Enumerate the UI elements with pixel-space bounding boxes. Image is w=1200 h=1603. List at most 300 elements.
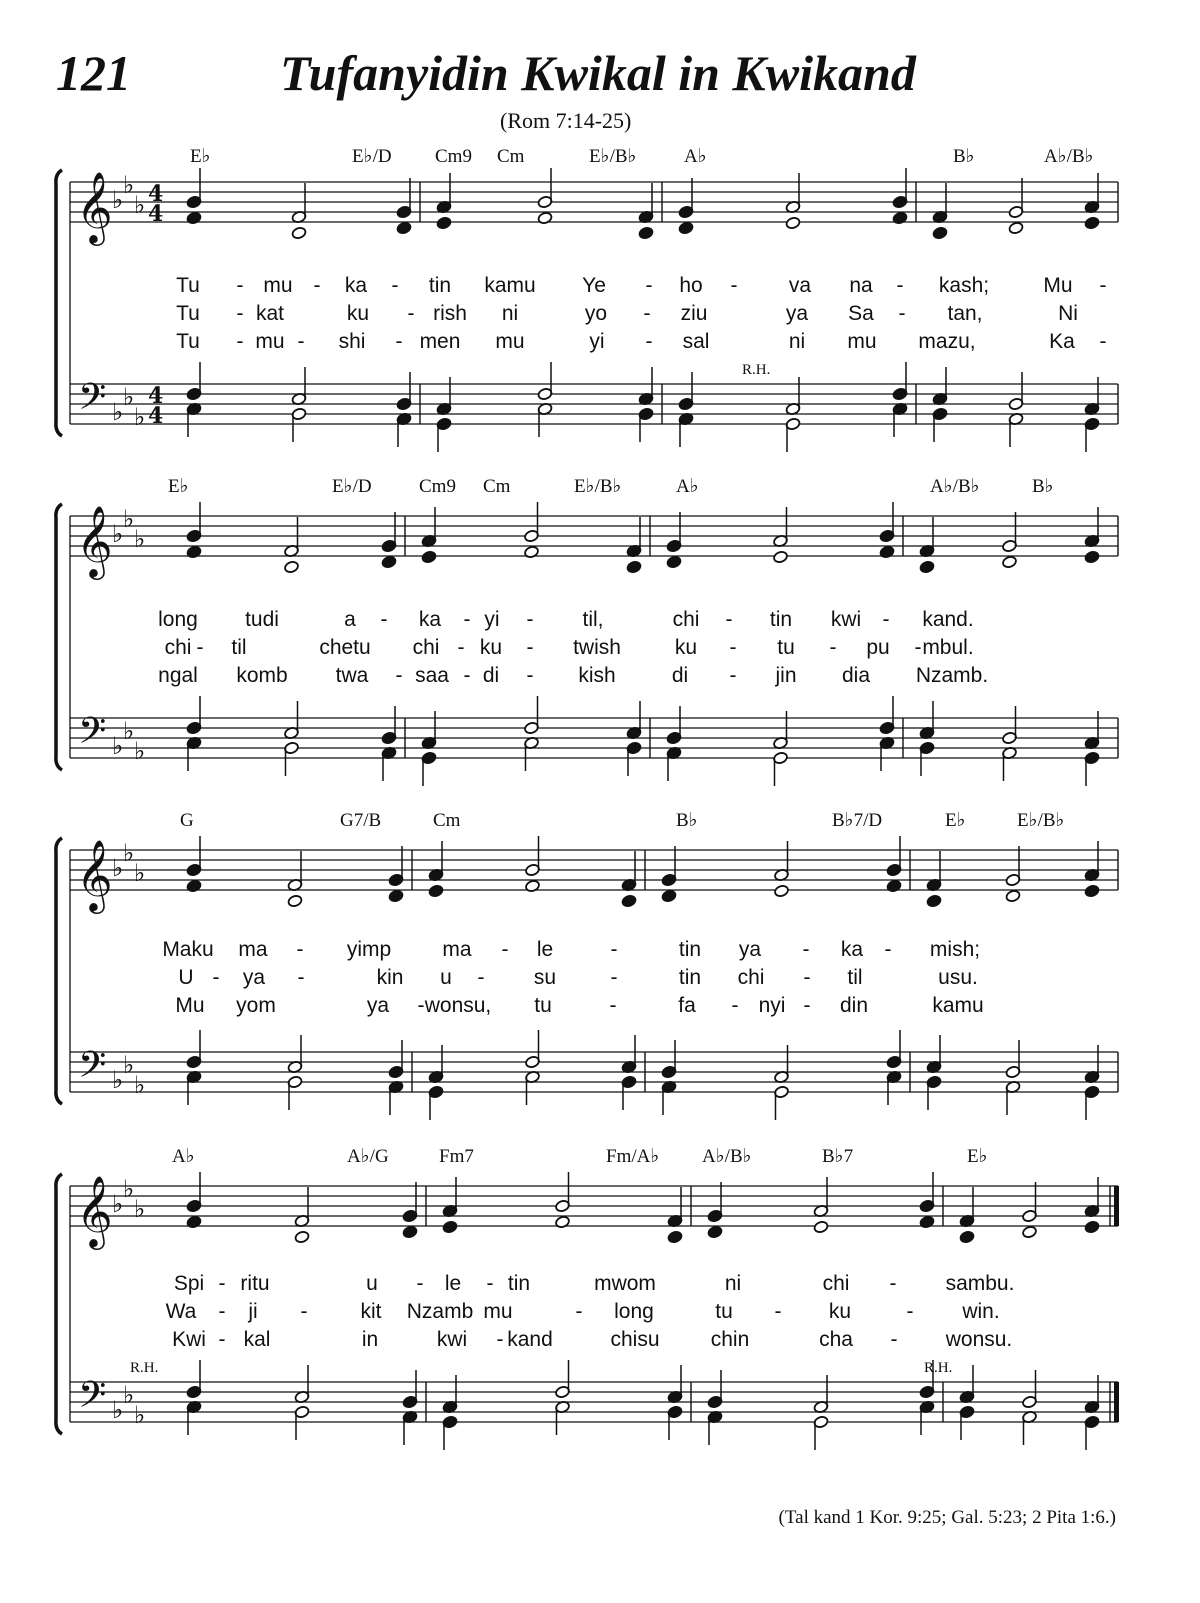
lyric-syllable: Spi	[173, 1272, 205, 1295]
lyric-syllable: shi	[338, 330, 366, 353]
note-head	[926, 894, 942, 908]
note-head	[287, 894, 303, 908]
chord-symbol: B♭	[1032, 476, 1054, 497]
note-head	[1084, 216, 1100, 230]
score-system	[56, 1146, 1119, 1434]
note-head	[388, 889, 404, 903]
lyric-syllable: -	[803, 966, 811, 989]
flat-icon: ♭	[112, 854, 124, 882]
note-head	[186, 211, 202, 225]
lyric-syllable: rish	[433, 302, 467, 325]
lyric-syllable: tan,	[947, 302, 983, 325]
lyric-syllable: Ni	[1058, 302, 1078, 325]
lyric-syllable: -	[774, 1300, 782, 1323]
note-head	[421, 550, 437, 564]
lyric-syllable: wonsu,	[424, 994, 492, 1017]
lyric-syllable: men	[419, 330, 461, 353]
lyric-syllable: tu	[715, 1300, 733, 1323]
lyric-syllable: tin	[769, 608, 793, 631]
lyric-syllable: komb	[236, 664, 288, 687]
lyric-syllable: -	[610, 966, 618, 989]
time-signature-top: 4	[148, 383, 164, 409]
flat-icon: ♭	[134, 1195, 146, 1223]
lyric-syllable: -	[297, 966, 305, 989]
chord-symbol: G	[180, 810, 194, 831]
note-head	[1084, 884, 1100, 898]
lyric-syllable: usu.	[938, 966, 978, 989]
chord-symbol: Cm	[433, 810, 461, 831]
lyric-syllable: Mu	[175, 994, 205, 1017]
bass-clef-icon: 𝄢	[78, 710, 107, 761]
lyric-syllable: ziu	[680, 302, 708, 325]
flat-icon: ♭	[123, 1051, 135, 1079]
lyric-syllable: a	[344, 608, 356, 631]
lyric-syllable: ya	[785, 302, 809, 325]
note-head	[402, 1225, 418, 1239]
bass-staff	[70, 696, 1118, 786]
lyric-syllable: tin	[678, 938, 702, 961]
chord-symbol: A♭/B♭	[930, 476, 980, 497]
lyric-syllable: -	[416, 1272, 424, 1295]
lyric-syllable: -	[391, 274, 399, 297]
lyric-syllable: Tu	[176, 302, 200, 325]
flat-icon: ♭	[123, 839, 135, 867]
lyric-syllable: til	[231, 636, 247, 659]
flat-icon: ♭	[123, 505, 135, 533]
score-system	[56, 810, 1118, 1104]
chord-symbol: Cm	[483, 476, 511, 497]
lyric-syllable: -	[313, 274, 321, 297]
lyric-syllable: Ka	[1049, 330, 1075, 353]
lyric-syllable: ku	[828, 1300, 852, 1323]
chord-symbol: G7/B	[340, 810, 382, 831]
lyric-syllable: -	[395, 330, 403, 353]
flat-icon: ♭	[134, 1071, 146, 1099]
lyric-syllable: -	[890, 1328, 898, 1351]
lyric-syllable: Tu	[176, 274, 200, 297]
lyric-syllable: ni	[788, 330, 806, 353]
lyric-syllable: -	[501, 938, 509, 961]
lyric-syllable: Nzamb	[406, 1300, 474, 1323]
lyric-syllable: ku	[479, 636, 503, 659]
lyric-syllable: ngal	[158, 664, 198, 687]
flat-icon: ♭	[134, 525, 146, 553]
lyric-syllable: kand.	[922, 608, 974, 631]
lyric-syllable: ka	[840, 938, 864, 961]
note-head	[813, 1220, 829, 1234]
lyric-syllable: -	[463, 664, 471, 687]
lyric-syllable: saa	[415, 664, 449, 687]
note-head	[1084, 1220, 1100, 1234]
scripture-reference: (Rom 7:14-25)	[500, 108, 632, 133]
lyric-syllable: u	[366, 1272, 378, 1295]
lyric-syllable: yi	[484, 608, 500, 631]
grand-staff-bracket	[56, 170, 62, 436]
grand-staff-bracket	[56, 838, 62, 1104]
lyric-syllable: mu	[263, 274, 293, 297]
lyric-syllable: til	[847, 966, 863, 989]
chord-symbol: Cm9	[419, 476, 456, 497]
note-head	[1005, 889, 1021, 903]
chord-symbol: E♭/B♭	[589, 146, 637, 167]
lyric-syllable: ni	[724, 1272, 742, 1295]
note-head	[381, 555, 397, 569]
chord-symbol: A♭/B♭	[702, 1146, 752, 1167]
flat-icon: ♭	[112, 186, 124, 214]
lyric-syllable: mu	[483, 1300, 513, 1323]
lyric-syllable: -	[645, 274, 653, 297]
chord-symbol: B♭	[953, 146, 975, 167]
lyric-syllable: -	[218, 1328, 226, 1351]
lyric-syllable: mwom	[594, 1272, 656, 1295]
lyric-syllable: tudi	[245, 608, 279, 631]
lyric-syllable: Maku	[162, 938, 214, 961]
lyric-syllable: -	[496, 1328, 504, 1351]
lyric-syllable: mbul.	[922, 636, 974, 659]
chord-symbol: A♭	[676, 476, 699, 497]
lyric-syllable: -	[914, 636, 922, 659]
flat-icon: ♭	[134, 859, 146, 887]
lyric-syllable: -	[802, 938, 810, 961]
lyric-syllable: Ye	[582, 274, 606, 297]
bass-staff	[70, 1030, 1118, 1120]
flat-icon: ♭	[134, 1401, 146, 1429]
lyric-syllable: -	[477, 966, 485, 989]
lyric-syllable: -	[395, 664, 403, 687]
flat-icon: ♭	[123, 1175, 135, 1203]
note-head	[1084, 550, 1100, 564]
chord-symbol: E♭	[168, 476, 189, 497]
lyric-syllable: kat	[255, 302, 285, 325]
note-head	[436, 216, 452, 230]
treble-clef-icon: 𝄞	[76, 504, 113, 577]
lyric-syllable: -	[731, 994, 739, 1017]
treble-staff	[70, 168, 1118, 246]
lyric-syllable: kash;	[938, 274, 990, 297]
note-head	[959, 1230, 975, 1244]
lyric-syllable: -	[575, 1300, 583, 1323]
lyric-syllable: wonsu.	[945, 1328, 1013, 1351]
flat-icon: ♭	[123, 717, 135, 745]
rh-marker: R.H.	[742, 362, 771, 378]
note-head	[774, 884, 790, 898]
treble-clef-icon: 𝄞	[76, 1174, 113, 1247]
lyric-syllable: chetu	[319, 636, 371, 659]
note-head	[525, 879, 541, 893]
lyric-syllable: va	[788, 274, 812, 297]
lyric-syllable: Nzamb.	[915, 664, 989, 687]
note-head	[932, 226, 948, 240]
time-signature-bottom: 4	[148, 201, 164, 227]
flat-icon: ♭	[123, 1381, 135, 1409]
lyric-syllable: Mu	[1043, 274, 1073, 297]
lyric-syllable: su	[533, 966, 557, 989]
footer-references: (Tal kand 1 Kor. 9:25; Gal. 5:23; 2 Pita 1:6.)	[778, 1507, 1116, 1528]
lyric-syllable: -	[730, 274, 738, 297]
lyric-syllable: ma	[442, 938, 472, 961]
lyric-syllable: fa	[678, 994, 696, 1017]
lyric-syllable: pu	[866, 636, 890, 659]
lyric-syllable: -	[725, 608, 733, 631]
time-signature-bottom: 4	[148, 403, 164, 429]
lyric-syllable: Sa	[848, 302, 874, 325]
note-head	[707, 1225, 723, 1239]
chord-symbol: A♭	[684, 146, 707, 167]
note-head	[442, 1220, 458, 1234]
lyric-syllable: di	[482, 664, 500, 687]
note-head	[667, 1230, 683, 1244]
score-system	[56, 476, 1118, 770]
note-head	[428, 884, 444, 898]
note-head	[626, 560, 642, 574]
lyric-syllable: cha	[819, 1328, 853, 1351]
lyric-syllable: -	[889, 1272, 897, 1295]
lyric-syllable: -	[610, 938, 618, 961]
lyric-syllable: kish	[578, 664, 616, 687]
lyric-syllable: -	[218, 1272, 226, 1295]
flat-icon: ♭	[112, 1396, 124, 1424]
lyric-syllable: -	[896, 274, 904, 297]
note-head	[186, 879, 202, 893]
lyric-syllable: yimp	[346, 938, 392, 961]
note-head	[1022, 1225, 1038, 1239]
lyric-syllable: chi	[737, 966, 765, 989]
lyric-syllable: mish;	[929, 938, 981, 961]
lyric-syllable: ya	[366, 994, 390, 1017]
lyric-syllable: Kwi	[172, 1328, 206, 1351]
note-head	[879, 545, 895, 559]
lyric-syllable: -	[236, 274, 244, 297]
lyric-syllable: chisu	[610, 1328, 660, 1351]
lyric-syllable: chi	[822, 1272, 850, 1295]
chord-symbol: E♭/D	[332, 476, 372, 497]
lyric-syllable: -	[803, 994, 811, 1017]
hymn-title: Tufanyidin Kwikal in Kwikand	[280, 45, 916, 101]
lyric-syllable: -	[486, 1272, 494, 1295]
bass-clef-icon: 𝄢	[78, 1374, 107, 1425]
lyric-syllable: -	[906, 1300, 914, 1323]
grand-staff-bracket	[56, 504, 62, 770]
note-head	[661, 889, 677, 903]
lyric-syllable: U	[178, 966, 194, 989]
lyric-syllable: sal	[682, 330, 710, 353]
lyric-syllable: din	[839, 994, 869, 1017]
lyric-syllable: nyi	[758, 994, 786, 1017]
lyric-syllable: -	[643, 302, 651, 325]
lyric-syllable: -	[729, 664, 737, 687]
lyric-syllable: tin	[428, 274, 452, 297]
chord-symbol: B♭7/D	[832, 810, 883, 831]
flat-icon: ♭	[134, 403, 146, 431]
chord-symbol: E♭/B♭	[574, 476, 622, 497]
note-head	[886, 879, 902, 893]
lyric-syllable: di	[671, 664, 689, 687]
lyric-syllable: -	[380, 608, 388, 631]
lyric-syllable: -	[729, 636, 737, 659]
note-head	[1002, 555, 1018, 569]
lyric-syllable: chi	[672, 608, 700, 631]
lyric-syllable: -	[898, 302, 906, 325]
treble-staff	[70, 836, 1118, 914]
note-head	[666, 555, 682, 569]
rh-marker: R.H.	[130, 1360, 159, 1376]
lyric-syllable: mu	[255, 330, 285, 353]
lyric-syllable: kwi	[830, 608, 862, 631]
chord-symbol: E♭	[967, 1146, 988, 1167]
chord-symbol: Cm9	[435, 146, 472, 167]
chord-symbol: A♭	[172, 1146, 195, 1167]
lyric-syllable: ya	[242, 966, 266, 989]
lyric-syllable: win.	[962, 1300, 1000, 1323]
lyric-syllable: -	[609, 994, 617, 1017]
chord-symbol: B♭7	[822, 1146, 854, 1167]
lyric-syllable: -	[645, 330, 653, 353]
lyric-syllable: jin	[775, 664, 797, 687]
note-head	[1008, 221, 1024, 235]
lyric-syllable: yo	[584, 302, 608, 325]
treble-staff	[70, 502, 1118, 580]
chord-symbol: A♭/B♭	[1044, 146, 1094, 167]
note-head	[638, 226, 654, 240]
lyric-syllable: dia	[841, 664, 871, 687]
lyric-syllable: -	[212, 966, 220, 989]
chord-symbol: E♭	[945, 810, 966, 831]
lyric-syllable: -	[417, 994, 425, 1017]
lyric-syllable: le	[536, 938, 554, 961]
lyric-syllable: kal	[243, 1328, 271, 1351]
lyric-syllable: mu	[495, 330, 525, 353]
lyric-syllable: -	[457, 636, 465, 659]
lyric-syllable: -	[829, 636, 837, 659]
lyric-syllable: kamu	[484, 274, 536, 297]
lyric-syllable: ka	[344, 274, 368, 297]
chord-symbol: B♭	[676, 810, 698, 831]
lyric-syllable: twish	[573, 636, 621, 659]
lyric-syllable: -	[882, 608, 890, 631]
lyric-syllable: kit	[360, 1300, 382, 1323]
lyric-syllable: Tu	[176, 330, 200, 353]
lyric-syllable: long	[614, 1300, 654, 1323]
bass-clef-icon: 𝄢	[78, 1044, 107, 1095]
lyric-syllable: yom	[236, 994, 276, 1017]
lyric-syllable: kwi	[436, 1328, 468, 1351]
lyric-syllable: ku	[674, 636, 698, 659]
lyric-syllable: na	[849, 274, 873, 297]
note-head	[785, 216, 801, 230]
lyric-syllable: kamu	[932, 994, 984, 1017]
lyric-syllable: ma	[238, 938, 268, 961]
lyric-syllable: ya	[738, 938, 762, 961]
flat-icon: ♭	[134, 191, 146, 219]
treble-clef-icon: 𝄞	[76, 838, 113, 911]
lyric-syllable: chi	[412, 636, 440, 659]
note-head	[892, 211, 908, 225]
lyric-syllable: -	[196, 636, 204, 659]
lyric-syllable: til,	[582, 608, 604, 631]
note-head	[284, 560, 300, 574]
rh-marker: R.H.	[924, 1360, 953, 1376]
lyric-syllable: u	[440, 966, 452, 989]
lyric-syllable: long	[158, 608, 198, 631]
flat-icon: ♭	[123, 171, 135, 199]
lyric-syllable: -	[296, 938, 304, 961]
lyric-syllable: -	[218, 1300, 226, 1323]
lyric-syllable: mazu,	[918, 330, 976, 353]
lyric-syllable: ku	[346, 302, 370, 325]
chord-symbol: Fm7	[439, 1146, 474, 1167]
lyric-syllable: -	[884, 938, 892, 961]
lyric-syllable: -	[1099, 274, 1107, 297]
flat-icon: ♭	[123, 383, 135, 411]
grand-staff-bracket	[56, 1174, 62, 1434]
lyric-syllable: -	[526, 608, 534, 631]
treble-clef-icon: 𝄞	[76, 170, 113, 243]
bass-staff	[70, 1360, 1118, 1450]
lyric-syllable: -	[236, 302, 244, 325]
chord-symbol: Fm/A♭	[606, 1146, 660, 1167]
note-head	[621, 894, 637, 908]
lyric-syllable: sambu.	[945, 1272, 1015, 1295]
lyric-syllable: chin	[710, 1328, 750, 1351]
lyric-syllable: -	[1099, 330, 1107, 353]
lyric-syllable: chi	[164, 636, 192, 659]
lyric-syllable: kand	[507, 1328, 553, 1351]
note-head	[678, 221, 694, 235]
lyric-syllable: -	[236, 330, 244, 353]
lyric-syllable: yi	[589, 330, 605, 353]
lyric-syllable: ni	[501, 302, 519, 325]
flat-icon: ♭	[112, 520, 124, 548]
lyric-syllable: -	[526, 636, 534, 659]
lyric-syllable: -	[407, 302, 415, 325]
note-head	[773, 550, 789, 564]
lyric-syllable: -	[463, 608, 471, 631]
chord-symbol: A♭/G	[347, 1146, 389, 1167]
bass-clef-icon: 𝄢	[78, 376, 107, 427]
lyric-syllable: tu	[777, 636, 795, 659]
score-system	[56, 146, 1118, 436]
lyric-syllable: ka	[418, 608, 442, 631]
time-signature-top: 4	[148, 181, 164, 207]
note-head	[919, 1215, 935, 1229]
chord-symbol: Cm	[497, 146, 525, 167]
hymn-number: 121	[56, 45, 131, 101]
lyric-syllable: twa	[335, 664, 369, 687]
note-head	[396, 221, 412, 235]
bass-staff	[70, 362, 1118, 452]
lyric-syllable: mu	[847, 330, 877, 353]
flat-icon: ♭	[112, 1066, 124, 1094]
lyric-syllable: -	[300, 1300, 308, 1323]
chord-symbol: E♭/D	[352, 146, 392, 167]
lyric-syllable: tin	[678, 966, 702, 989]
note-head	[291, 226, 307, 240]
lyric-syllable: kin	[376, 966, 404, 989]
lyric-syllable: Wa	[165, 1300, 197, 1323]
lyric-syllable: le	[444, 1272, 462, 1295]
lyric-syllable: tu	[534, 994, 552, 1017]
treble-staff	[70, 1172, 1118, 1250]
note-head	[919, 560, 935, 574]
chord-symbol: E♭/B♭	[1017, 810, 1065, 831]
lyric-syllable: ho	[679, 274, 703, 297]
note-head	[537, 211, 553, 225]
note-head	[186, 1215, 202, 1229]
chord-symbol: E♭	[190, 146, 211, 167]
flat-icon: ♭	[134, 737, 146, 765]
lyric-syllable: in	[361, 1328, 379, 1351]
note-head	[555, 1215, 571, 1229]
